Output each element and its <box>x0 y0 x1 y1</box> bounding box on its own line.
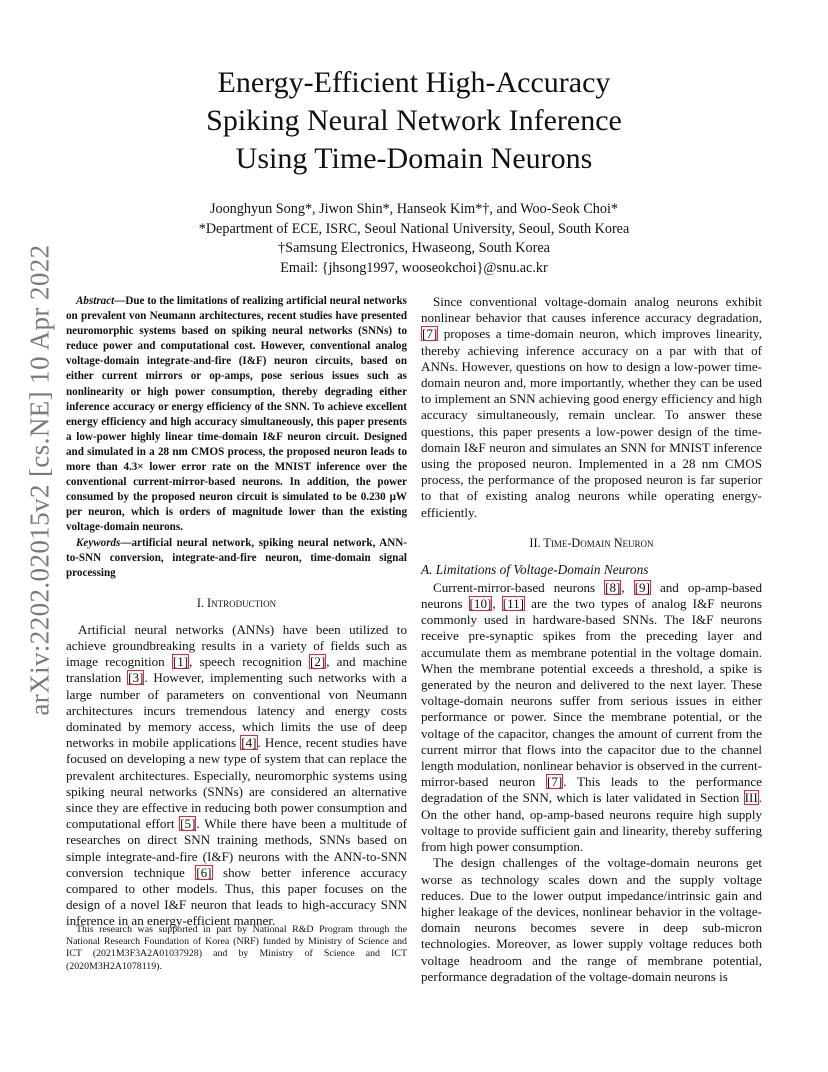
citation-link[interactable]: [5] <box>180 816 196 832</box>
footnote: This research was supported in part by National R&D Program through the National Research Foundation of Korea (NRF) funded by Ministry of Science and ICT (2021M3F3A2A01037928) and by Ministry of Science and ICT (2020M3H2A1078119). <box>66 924 407 972</box>
citation-link[interactable]: [2] <box>309 654 326 670</box>
text-run: Current-mirror-based neurons <box>433 579 605 595</box>
section-heading-introduction: I. Introduction <box>196 595 277 610</box>
author-email: Email: {jhsong1997, wooseokchoi}@snu.ac.kr <box>280 259 548 276</box>
left-column <box>66 294 407 930</box>
text-run: . While there have been a multitude of researches on direct SNN training methods, SNNs based on simple integrate-and-fire (I&F) neurons with the ANN-to-SNN conversion technique <box>66 816 407 880</box>
keywords-label: Keywords <box>76 536 121 549</box>
affiliation-2: †Samsung Electronics, Hwaseong, South Korea <box>278 240 550 256</box>
text-run: . This leads to the performance degradation of the SNN, which is later validated in Section <box>421 774 762 806</box>
affiliation-1: *Department of ECE, ISRC, Seoul National University, Seoul, South Korea <box>198 220 630 237</box>
abstract <box>66 294 407 536</box>
citation-link[interactable]: [6] <box>196 864 212 880</box>
title-line: Spiking Neural Network Inference <box>206 104 622 137</box>
text-run: . However, implementing such networks with a large number of parameters on conventional von Neumann architectures incurs tremendous latency and energy costs dominated by memory access, which limits the use of deep networks in mobile applications <box>66 670 407 751</box>
citation-link[interactable]: [8] <box>605 579 621 595</box>
arxiv-sidebar-stamp <box>18 0 62 1072</box>
paper-title <box>120 64 708 178</box>
citation-link[interactable]: [7] <box>422 326 438 342</box>
text-run: , speech recognition <box>189 654 309 670</box>
text-run: . Hence, recent studies have focused on developing a new type of system that can replace the prevalent architectures. Especially, neuromorphic systems using spiking neural networks (SNNs) are considered an alternative since they are effective in reducing both power consumption and computational effort <box>66 735 407 832</box>
author-block <box>120 200 708 278</box>
keywords-text: —artificial neural network, spiking neural network, ANN-to-SNN conversion, integrate-and-fire neuron, time-domain signal processing <box>66 536 407 579</box>
author-names: Joonghyun Song*, Jiwon Shin*, Hanseok Kim*†, and Woo-Seok Choi* <box>209 201 619 217</box>
text-run: Since conventional voltage-domain analog neurons exhibit nonlinear behavior that causes inference accuracy degradation, <box>421 294 762 326</box>
keywords <box>66 536 407 581</box>
paragraph: The design challenges of the voltage-domain neurons get worse as technology scales down and the supply voltage reduces. Due to the lower output impedance/intrinsic gain and higher leakage of the devices, nonlinear behavior in the voltage-domain neurons becomes severe in deep sub-micron technologies. Moreover, as lower supply voltage reduces both voltage headroom and the range of membrane potential, performance degradation of the voltage-domain neurons is <box>421 855 762 984</box>
paragraph <box>421 580 762 855</box>
right-column <box>421 294 762 985</box>
section-link[interactable]: III <box>744 790 758 806</box>
paragraph <box>421 294 762 521</box>
citation-link[interactable]: [10] <box>469 596 492 612</box>
text-run: , and machine translation <box>66 654 408 686</box>
citation-link[interactable]: [9] <box>634 579 650 595</box>
text-run: , <box>621 579 634 595</box>
text-run: are the two types of analog I&F neurons commonly used in hardware-based SNNs. The I&F neurons receive pre-synaptic spikes from the preceding layer and accumulate them as membrane potential in the voltage domain. When the membrane potential exceeds a threshold, a spike is generated by the neuron and delivered to the next layer. These voltage-domain neurons suffer from serious issues in either performance or power. Since the membrane potential, or the voltage of the capacitor, changes the amount of current from the current mirror that flows into the capacitor due to the channel length modulation, nonlinear behavior is observed in the current-mirror-based neuron <box>421 596 763 790</box>
citation-link[interactable]: [7] <box>547 774 563 790</box>
abstract-text: —Due to the limitations of realizing artificial neural networks on prevalent von Neumann architectures, recent studies have presented neuromorphic systems based on spiking neural networks (SNNs) to reduce power and computational cost. However, conventional analog voltage-domain integrate-and-fire (I&F) neuron circuits, based on either current mirrors or op-amps, pose serious issues such as nonlinearity or high power consumption, thereby degrading either inference accuracy or energy efficiency of the SNN. To achieve excellent energy efficiency and high accuracy simultaneously, this paper presents a low-power highly linear time-domain I&F neuron circuit. Designed and simulated in a 28 nm CMOS process, the proposed neuron leads to more than 4.3× lower error rate on the MNIST inference over the conventional current-mirror-based neurons. In addition, the power consumed by the proposed neuron circuit is simulated to be 0.230 μW per neuron, which is orders of magnitude lower than the existing voltage-domain neurons. <box>66 295 407 534</box>
text-run: . On the other hand, op-amp-based neurons require high supply voltage to provide sufficient gain and linearity, thereby suffering from high power consumption. <box>421 790 762 855</box>
subsection-heading: A. Limitations of Voltage-Domain Neurons <box>421 561 649 577</box>
text-run: proposes a time-domain neuron, which improves linearity, thereby achieving inference accuracy on a par with that of ANNs. However, questions on how to design a low-power time-domain neuron and, more importantly, whether they can be used to implement an SNN achieving good energy efficiency and high accuracy simultaneously, remain unclear. To answer these questions, this paper presents a low-power design of the time-domain I&F neuron and simulates an SNN for MNIST inference using the proposed neuron. Implemented in a 28 nm CMOS process, the performance of the proposed neuron is far superior to that of existing analog neurons while operating energy-efficiently. <box>421 326 762 520</box>
citation-link[interactable]: [3] <box>128 670 144 686</box>
section-heading-time-domain-neuron: II. Time-Domain Neuron <box>529 535 654 550</box>
arxiv-id: arXiv:2202.02015v2 [cs.NE] 10 Apr 2022 <box>24 244 55 716</box>
citation-link[interactable]: [4] <box>241 735 257 751</box>
text-run: , <box>492 596 502 612</box>
text-run: and op-amp-based neurons <box>421 579 763 612</box>
abstract-label: Abstract <box>76 295 115 307</box>
text-run: Artificial neural networks (ANNs) have been utilized to achieve groundbreaking results in a variety of fields such as image recognition <box>66 621 407 670</box>
citation-link[interactable]: [11] <box>502 596 525 612</box>
title-line: Using Time-Domain Neurons <box>235 142 593 175</box>
citation-link[interactable]: [1] <box>172 654 189 670</box>
intro-paragraph <box>66 622 407 930</box>
text-run: show better inference accuracy compared to other models. Thus, this paper focuses on the design of a novel I&F neuron that leads to high-accuracy SNN inference in an energy-efficient manner. <box>66 864 407 929</box>
title-line: Energy-Efficient High-Accuracy <box>217 66 611 99</box>
